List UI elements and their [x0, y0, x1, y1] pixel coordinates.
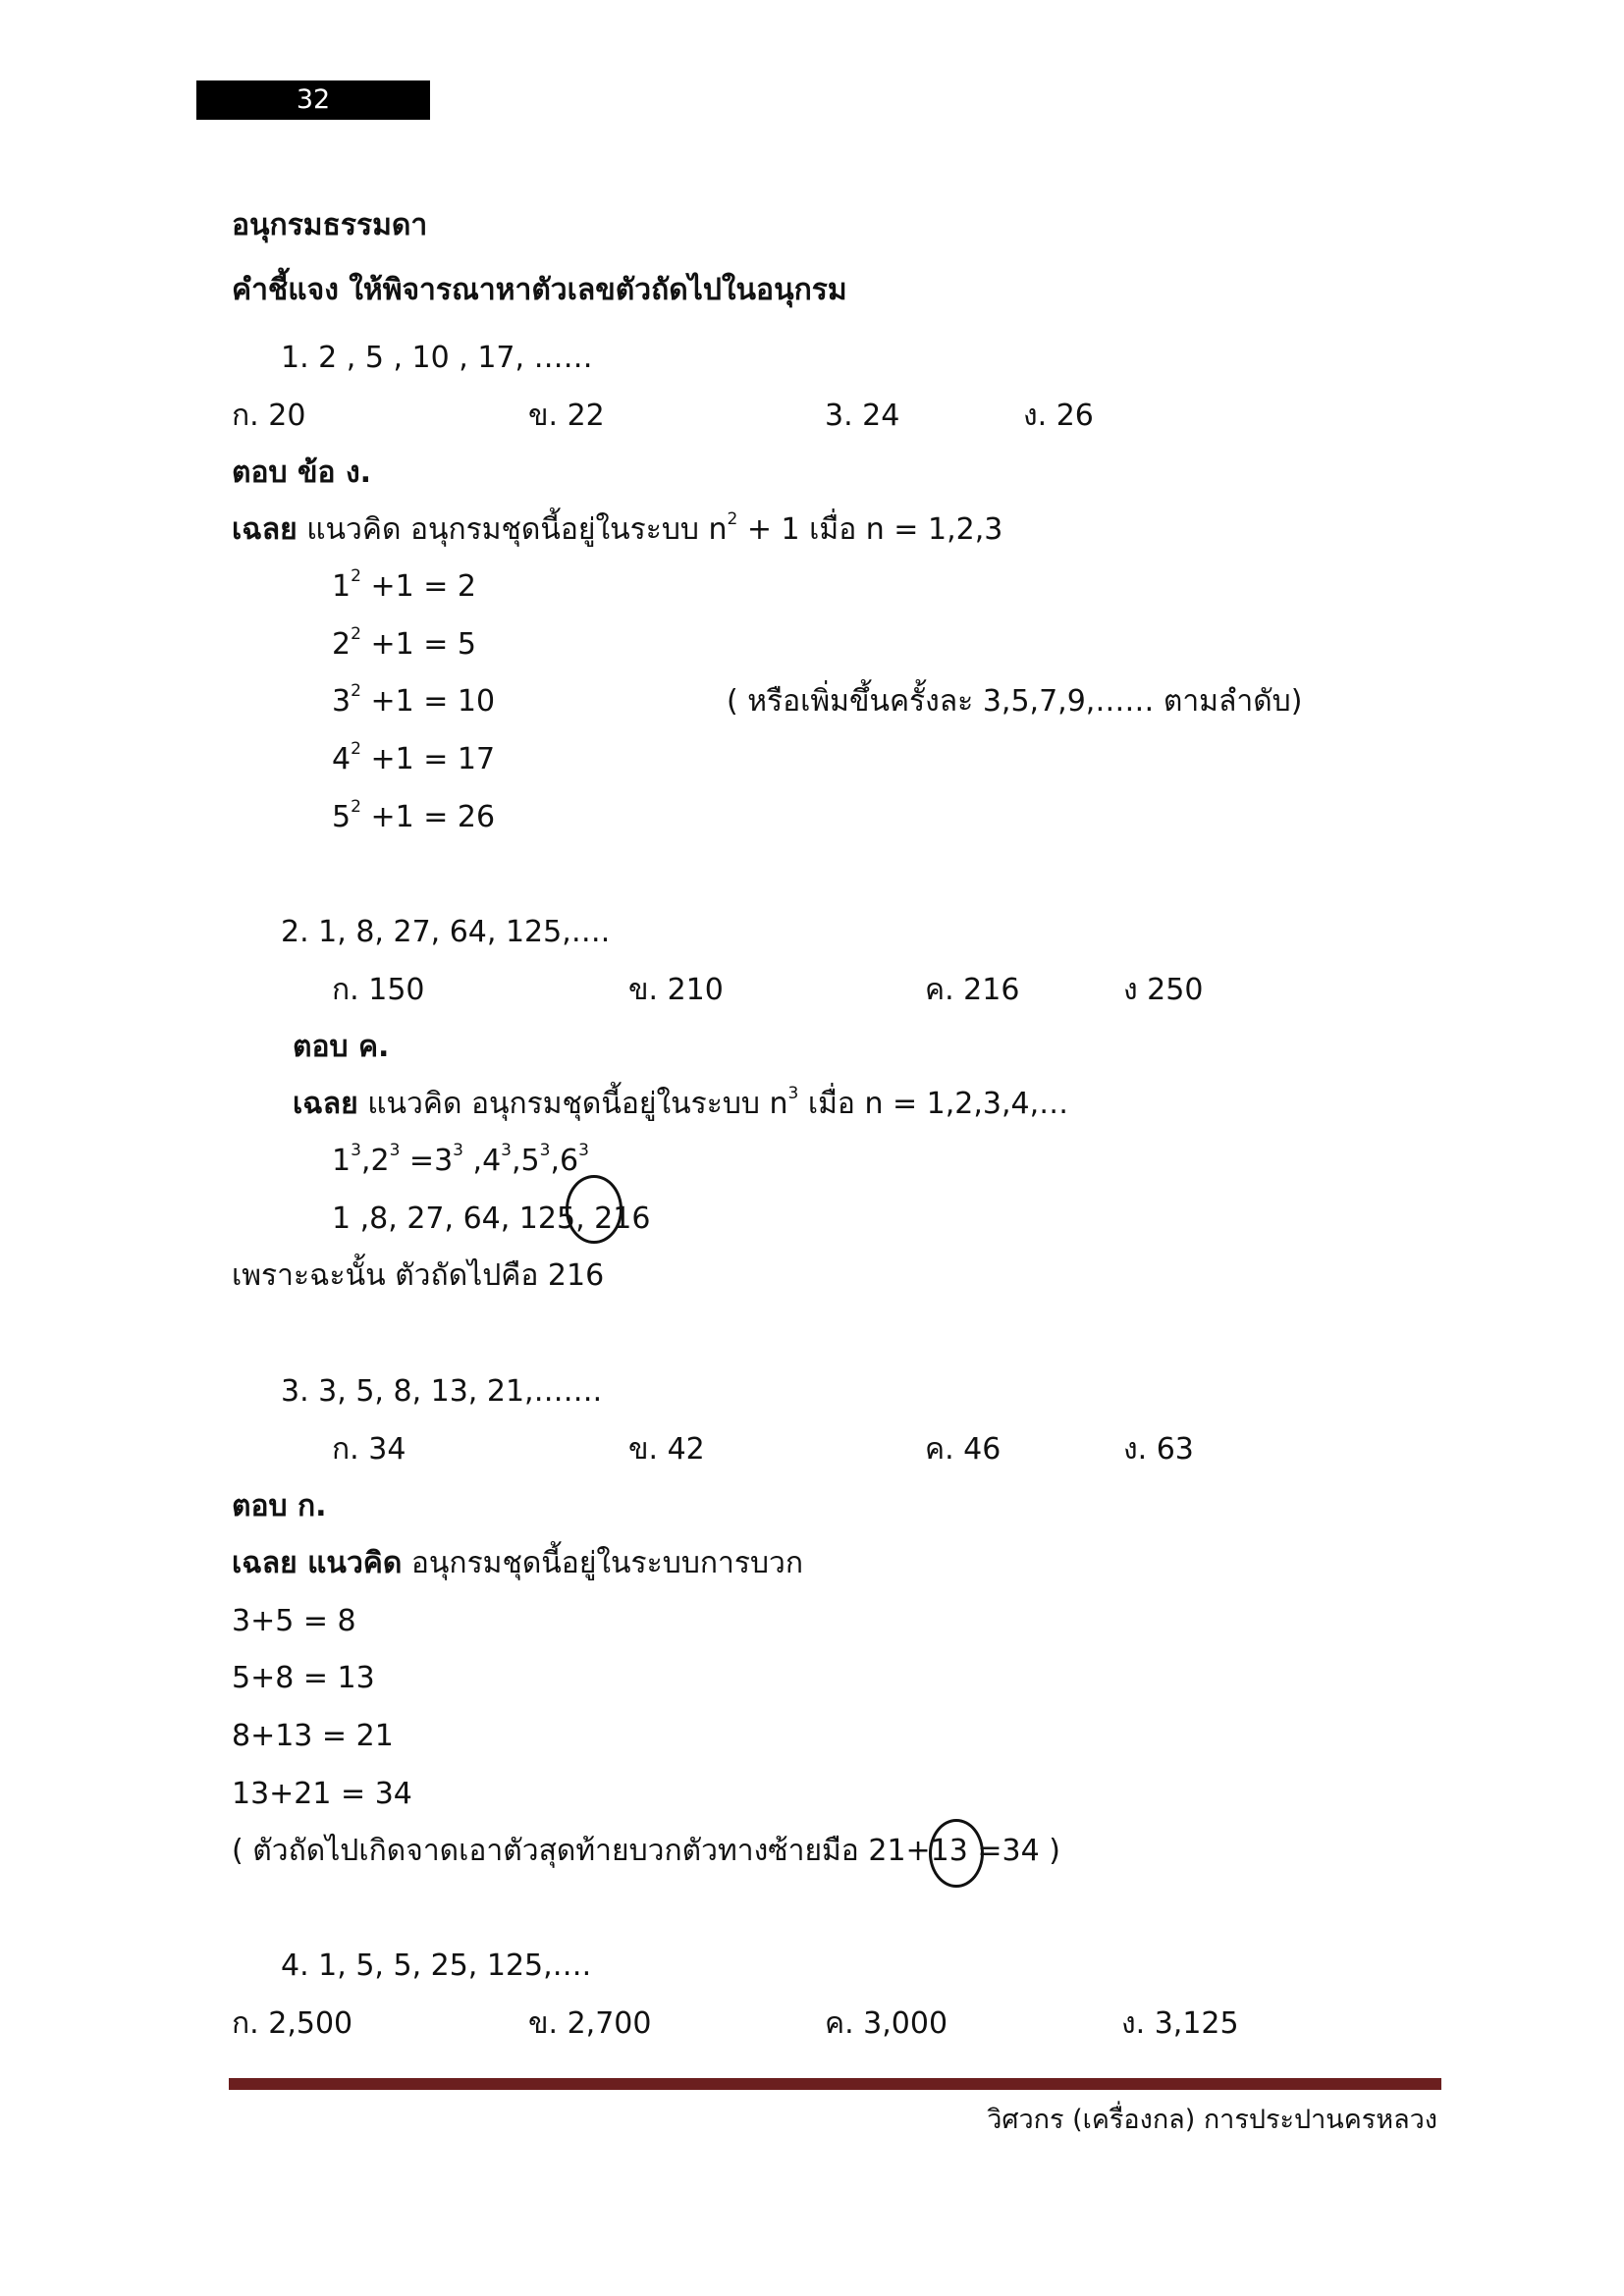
q3-choice-a: ก. 34 — [332, 1432, 406, 1467]
q3-work-line: 8+13 = 21 — [232, 1719, 394, 1753]
q3-choice-c: ค. 46 — [925, 1432, 1001, 1467]
instruction: คำชี้แจง ให้พิจารณาหาตัวเลขตัวถัดไปในอนุกรม — [232, 273, 847, 307]
q2-solution-label: เฉลย — [293, 1087, 358, 1121]
q3-note: ( ตัวถัดไปเกิดจาดเอาตัวสุดท้ายบวกตัวทางซ้ายมือ 21+13 =34 ) — [232, 1834, 1060, 1868]
q1-solution: เฉลย แนวคิด อนุกรมชุดนี้อยู่ในระบบ $n^2 + 1$ เมื่อ n = 1,2,3 — [232, 509, 1003, 547]
page-number: 32 — [196, 80, 430, 120]
q2-stem: 2. 1, 8, 27, 64, 125,…. — [281, 915, 611, 949]
section-title: อนุกรมธรรมดา — [232, 208, 428, 242]
q3-work-line: 5+8 = 13 — [232, 1661, 375, 1695]
q4-choice-b: ข. 2,700 — [528, 2006, 652, 2041]
q2-choice-d: ง 250 — [1123, 973, 1204, 1007]
q3-choice-d: ง. 63 — [1123, 1432, 1194, 1467]
q1-work-line: $4^2 +1 = 17$ — [332, 739, 496, 776]
q1-solution-label: เฉลย — [232, 512, 298, 547]
q1-choice-d: ง. 26 — [1023, 399, 1094, 433]
q1-choice-c: 3. 24 — [825, 399, 900, 433]
q1-work-line: $2^2 +1 = 5$ — [332, 624, 476, 662]
q4-choice-d: ง. 3,125 — [1121, 2006, 1239, 2041]
q2-conclusion: เพราะฉะนั้น ตัวถัดไปคือ 216 — [232, 1258, 605, 1293]
answer-circle — [929, 1819, 984, 1888]
q3-answer: ตอบ ก. — [232, 1489, 327, 1523]
q2-choice-a: ก. 150 — [332, 973, 425, 1007]
q1-work-line: $1^2 +1 = 2$ — [332, 566, 476, 604]
q1-choice-b: ข. 22 — [528, 399, 605, 433]
q3-work-line: 3+5 = 8 — [232, 1604, 356, 1638]
q2-choice-c: ค. 216 — [925, 973, 1020, 1007]
q2-powers: $1^3,2^3 =3^3$ $,4^3,5^3,6^3$ — [332, 1141, 589, 1178]
q4-stem: 4. 1, 5, 5, 25, 125,…. — [281, 1949, 592, 1983]
q2-solution: เฉลย แนวคิด อนุกรมชุดนี้อยู่ในระบบ $n^3$ เมื่อ n = 1,2,3,4,… — [293, 1084, 1069, 1121]
q1-choice-a: ก. 20 — [232, 399, 306, 433]
q1-answer: ตอบ ข้อ ง. — [232, 455, 372, 490]
q3-circled-answer: 34 — [1001, 1834, 1040, 1868]
q2-sequence: 1 ,8, 27, 64, 125, 216 — [332, 1201, 651, 1236]
q3-solution-label: เฉลย แนวคิด — [232, 1546, 403, 1580]
q3-choice-b: ข. 42 — [628, 1432, 705, 1467]
answer-circle — [566, 1175, 623, 1244]
q2-answer: ตอบ ค. — [293, 1030, 390, 1064]
q2-circled-answer: 216 — [594, 1201, 651, 1236]
q3-solution: เฉลย แนวคิด อนุกรมชุดนี้อยู่ในระบบการบวก — [232, 1546, 804, 1580]
q1-note: ( หรือเพิ่มขึ้นครั้งละ 3,5,7,9,…… ตามลำดับ) — [727, 684, 1303, 719]
q4-choice-a: ก. 2,500 — [232, 2006, 353, 2041]
footer-divider — [229, 2078, 1441, 2090]
q1-work-line: $3^2 +1 = 10$ — [332, 681, 496, 719]
footer-text: วิศวกร (เครื่องกล) การประปานครหลวง — [987, 2105, 1437, 2135]
q1-stem: 1. 2 , 5 , 10 , 17, …… — [281, 341, 593, 375]
q1-work-line: $5^2 +1 = 26$ — [332, 797, 496, 834]
q4-choice-c: ค. 3,000 — [825, 2006, 948, 2041]
q3-stem: 3. 3, 5, 8, 13, 21,……. — [281, 1374, 603, 1409]
q2-choice-b: ข. 210 — [628, 973, 724, 1007]
q3-work-line: 13+21 = 34 — [232, 1777, 412, 1811]
